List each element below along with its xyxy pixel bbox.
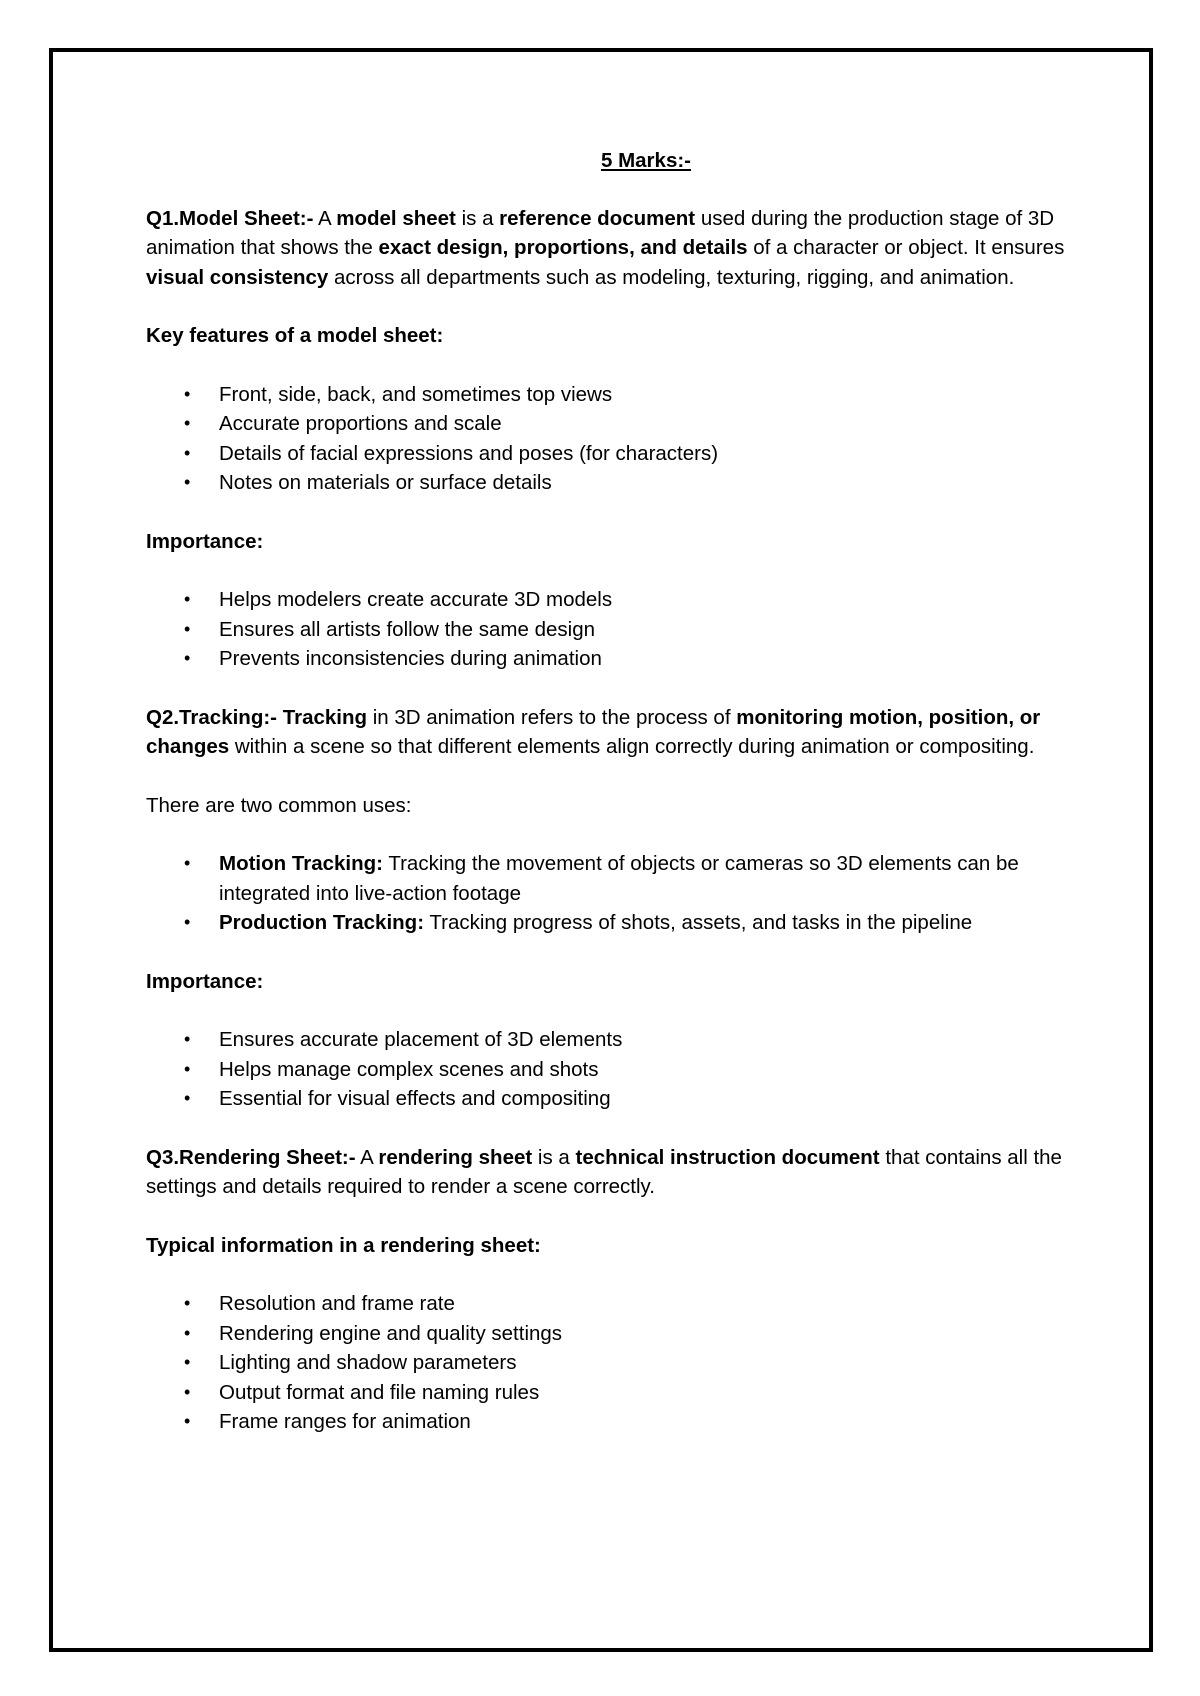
bullet-icon: • xyxy=(184,1322,191,1343)
bullet-icon: • xyxy=(184,1088,191,1108)
q1-importance-heading: Importance: xyxy=(146,529,264,553)
bullet-icon: • xyxy=(184,383,191,404)
q1-features-heading: Key features of a model sheet: xyxy=(146,324,444,347)
list-item: • Details of facial expressions and poses (for characters) xyxy=(146,439,1086,469)
page-heading: 5 Marks:- xyxy=(600,149,691,172)
list-item: • Production Tracking: Tracking progress of shots, assets, and tasks in the pipeline xyxy=(146,908,1086,938)
bullet-icon: • xyxy=(184,1352,191,1372)
list-item: • Prevents inconsistencies during animation xyxy=(146,644,1086,674)
list-item: • Lighting and shadow parameters xyxy=(146,1348,1086,1378)
q1-text-3: used during the production stage of 3D animation that shows the xyxy=(146,206,1055,259)
q2-importance-heading: Importance: xyxy=(146,969,264,993)
list-item: • Ensures accurate placement of 3D elements xyxy=(146,1025,1086,1055)
q2-paragraph xyxy=(146,703,1086,762)
q2-importance-list xyxy=(146,1025,1086,1114)
bullet-icon: • xyxy=(184,1381,191,1402)
list-item: • Ensures all artists follow the same design xyxy=(146,615,1086,645)
q2-text-3: within a scene so that different elements align correctly during animation or compositing. xyxy=(229,735,1035,758)
list-item: • Resolution and frame rate xyxy=(146,1289,1086,1319)
q1-importance-list xyxy=(146,585,1086,674)
q3-text-3: that contains all the settings and details required to render a scene correctly. xyxy=(146,1145,1062,1198)
q3-info-heading: Typical information in a rendering sheet: xyxy=(146,1233,541,1257)
q3-paragraph xyxy=(146,1143,1086,1202)
bullet-icon: • xyxy=(184,442,191,463)
list-item: • Accurate proportions and scale xyxy=(146,409,1086,439)
q1-bold-1: model sheet xyxy=(336,206,456,230)
q1-text-4: of a character or object. It ensures xyxy=(747,236,1065,259)
q1-text-1: A xyxy=(313,206,337,230)
q2-label: Q2.Tracking:- xyxy=(146,705,278,729)
list-item: • Essential for visual effects and compositing xyxy=(146,1084,1086,1114)
q2-bold-2: monitoring motion, position, or changes xyxy=(146,705,1041,758)
q2-bold-1: Tracking xyxy=(282,705,368,729)
q1-label: Q1.Model Sheet:- xyxy=(146,206,314,230)
q1-paragraph xyxy=(146,204,1086,293)
q2-uses-list xyxy=(146,849,1086,938)
bullet-icon: • xyxy=(184,912,191,932)
list-item: • Helps modelers create accurate 3D models xyxy=(146,585,1086,615)
q1-bold-2: reference document xyxy=(499,206,696,230)
q1-features-list xyxy=(146,380,1086,498)
q2-uses-intro: There are two common uses: xyxy=(146,793,412,817)
list-item: • Notes on materials or surface details xyxy=(146,468,1086,498)
document-content xyxy=(146,146,1086,1466)
bullet-icon: • xyxy=(184,618,191,639)
q3-text-2: is a xyxy=(532,1145,576,1169)
q1-text-5: across all departments such as modeling, texturing, rigging, and animation. xyxy=(328,265,1015,289)
bullet-icon: • xyxy=(184,1293,191,1313)
bullet-icon: • xyxy=(184,472,191,492)
q1-bold-4: visual consistency xyxy=(146,265,329,289)
q1-text-2: is a xyxy=(455,206,500,230)
bullet-icon: • xyxy=(184,1058,191,1079)
bullet-icon: • xyxy=(184,648,191,668)
bullet-icon: • xyxy=(184,1029,191,1049)
list-item: • Front, side, back, and sometimes top views xyxy=(146,380,1086,410)
q3-bold-2: technical instruction document xyxy=(575,1145,880,1169)
list-item: • Motion Tracking: Tracking the movement of objects or cameras so 3D elements can be integrated into live-action footage xyxy=(146,849,1086,908)
q1-bold-3: exact design, proportions, and details xyxy=(378,236,748,259)
q3-text-1: A xyxy=(355,1145,379,1169)
bullet-icon: • xyxy=(184,413,191,433)
q2-text-2: in 3D animation refers to the process of xyxy=(367,705,737,729)
bullet-icon: • xyxy=(184,1411,191,1431)
list-item: • Output format and file naming rules xyxy=(146,1378,1086,1408)
q3-bold-1: rendering sheet xyxy=(378,1145,533,1169)
list-item: • Frame ranges for animation xyxy=(146,1407,1086,1437)
bullet-icon: • xyxy=(184,589,191,609)
q3-label: Q3.Rendering Sheet:- xyxy=(146,1145,356,1169)
list-item: • Helps manage complex scenes and shots xyxy=(146,1055,1086,1085)
q3-info-list xyxy=(146,1289,1086,1437)
list-item: • Rendering engine and quality settings xyxy=(146,1319,1086,1349)
bullet-icon: • xyxy=(184,853,191,873)
